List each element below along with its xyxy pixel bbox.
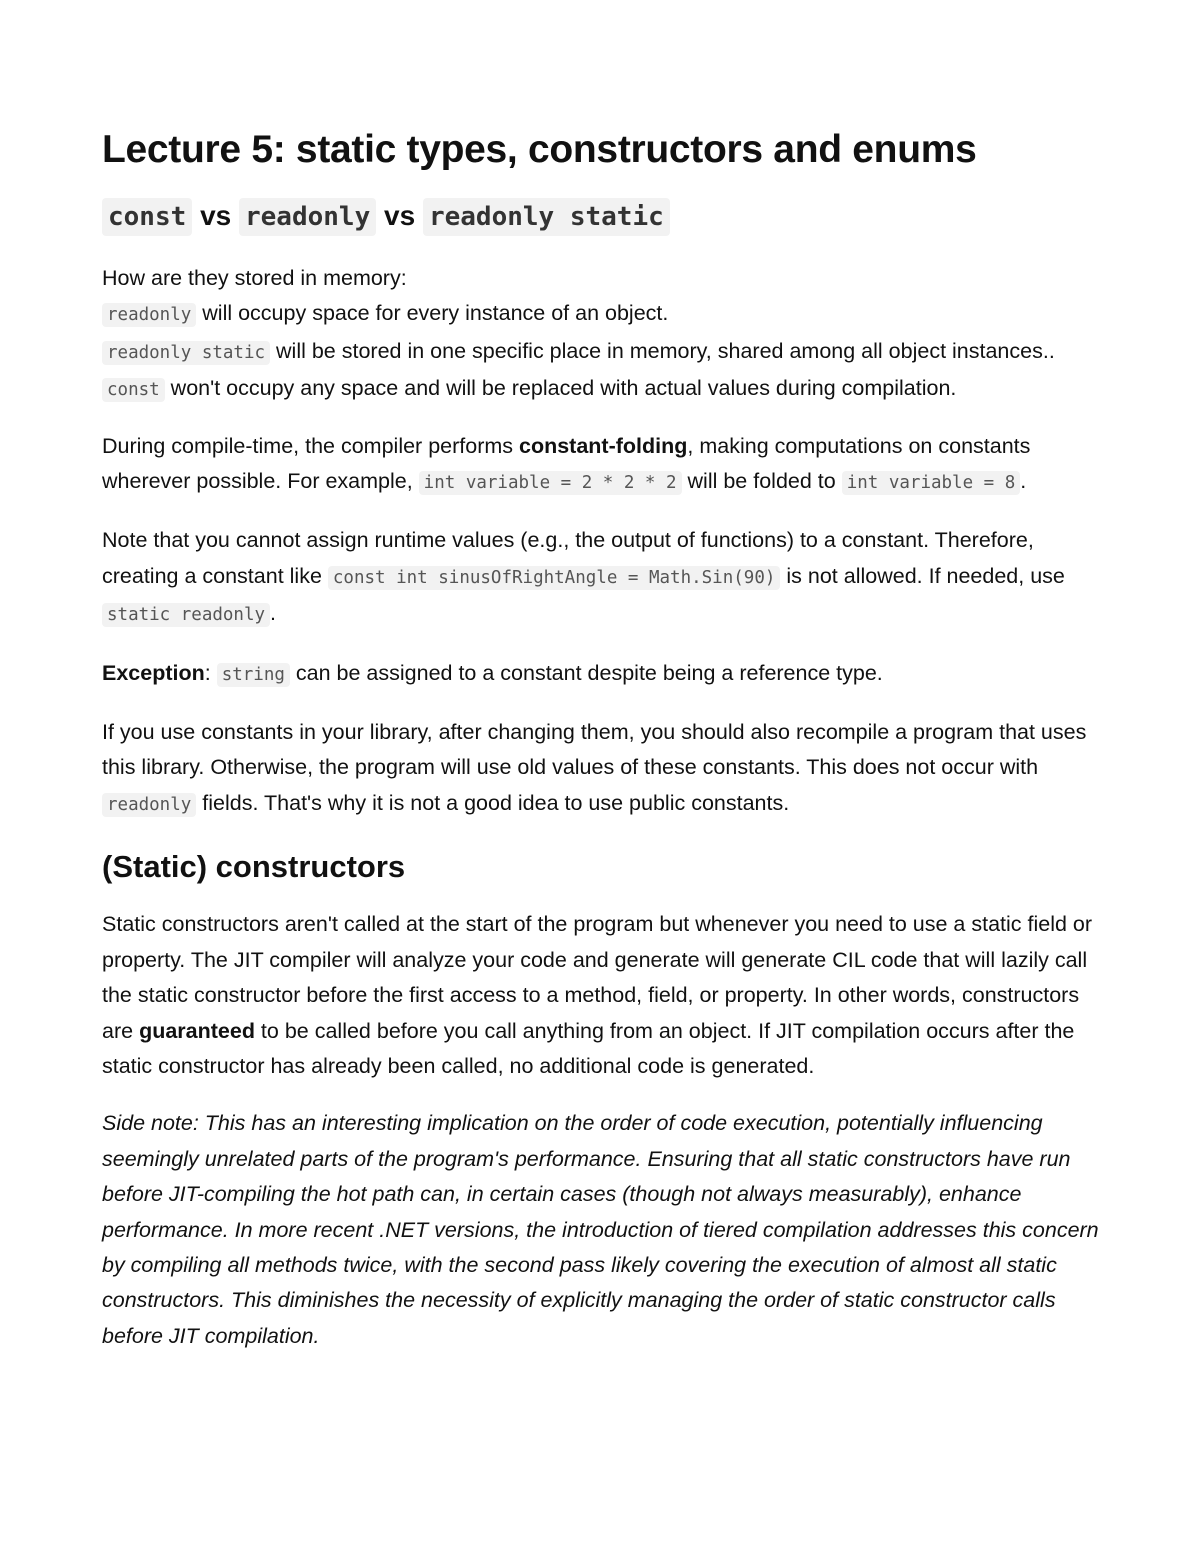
inline-code-readonly: readonly xyxy=(102,303,196,327)
static-constructors-heading: (Static) constructors xyxy=(102,849,406,885)
heading-code-const: const xyxy=(102,198,192,236)
ctor-text-2: to be called before you call anything from an object. If JIT compilation occurs after the static constructor has already been called, no additional code is generated. xyxy=(102,1018,1075,1078)
document-page xyxy=(102,122,1102,1376)
bold-exception: Exception xyxy=(102,660,205,685)
runtime-text-1: Note that you cannot assign runtime values (e.g., the output of functions) to a constant. Therefore, creating a constant like xyxy=(102,528,1034,588)
folding-text-4: . xyxy=(1020,469,1027,494)
memory-readonly-static-text: will be stored in one specific place in memory, shared among all object instances.. xyxy=(270,338,1055,363)
ctor-text-1: Static constructors aren't called at the start of the program but whenever you need to use a static field or property. The JIT compiler will analyze your code and generate will generate CIL code that will lazily call the static constructor before the first access to a method, field, or property. In other words, constructors are xyxy=(102,912,1093,1043)
side-note-paragraph xyxy=(102,1106,1102,1354)
bold-guaranteed: guaranteed xyxy=(139,1018,255,1043)
memory-intro: How are they stored in memory: xyxy=(102,266,407,290)
inline-code-static-readonly: static readonly xyxy=(102,603,270,627)
exception-paragraph xyxy=(102,656,1102,693)
exception-text-1: : xyxy=(204,660,217,685)
folding-text-1: During compile-time, the compiler performs xyxy=(102,433,519,458)
side-note-text: Side note: This has an interesting implication on the order of code execution, potentially influencing seemingly unrelated parts of the program's performance. Ensuring that all static constructors have run before JIT-compiling the hot path can, in certain cases (though not always measurably), enhance performance. In more recent .NET versions, the introduction of tiered compilation addresses this concern by compiling all methods twice, with the second pass likely covering the execution of almost all static constructors. This diminishes the necessity of explicitly managing the order of static constructor calls before JIT compilation. xyxy=(102,1111,1099,1348)
runtime-values-paragraph xyxy=(102,523,1102,633)
folding-text-2: , making computations on constants wherever possible. For example, xyxy=(102,433,1031,494)
library-paragraph xyxy=(102,715,1102,823)
exception-text-2: can be assigned to a constant despite being a reference type. xyxy=(289,660,883,685)
heading-code-readonly-static: readonly static xyxy=(423,198,670,236)
library-text-1: If you use constants in your library, after changing them, you should also recompile a program that uses this library. Otherwise, the program will use old values of these constants. This does not occur with xyxy=(102,720,1087,780)
memory-paragraph xyxy=(102,261,1102,409)
page-title: Lecture 5: static types, constructors and enums xyxy=(102,128,977,171)
folding-text-3: will be folded to xyxy=(681,469,842,494)
inline-code-readonly-static: readonly static xyxy=(102,341,270,365)
memory-const-text: won't occupy any space and will be replaced with actual values during compilation. xyxy=(164,376,957,401)
inline-code-int-folded: int variable = 8 xyxy=(842,471,1021,495)
inline-code-sinus: const int sinusOfRightAngle = Math.Sin(90) xyxy=(328,566,781,590)
runtime-text-3: . xyxy=(270,601,277,626)
bold-constant-folding: constant-folding xyxy=(519,433,688,458)
memory-readonly-text: will occupy space for every instance of an object. xyxy=(196,301,669,326)
inline-code-int-expression: int variable = 2 * 2 * 2 xyxy=(419,471,682,495)
inline-code-string: string xyxy=(217,663,290,687)
heading-code-readonly: readonly xyxy=(239,198,376,236)
const-readonly-heading xyxy=(102,192,1102,241)
static-constructors-paragraph xyxy=(102,907,1102,1084)
inline-code-const: const xyxy=(102,378,165,402)
library-text-2: fields. That's why it is not a good idea to use public constants. xyxy=(196,790,790,815)
runtime-text-2: is not allowed. If needed, use xyxy=(780,563,1065,588)
heading-vs-2: vs xyxy=(384,200,416,231)
inline-code-readonly-fields: readonly xyxy=(102,793,196,817)
heading-vs-1: vs xyxy=(200,200,232,231)
constant-folding-paragraph xyxy=(102,429,1102,502)
